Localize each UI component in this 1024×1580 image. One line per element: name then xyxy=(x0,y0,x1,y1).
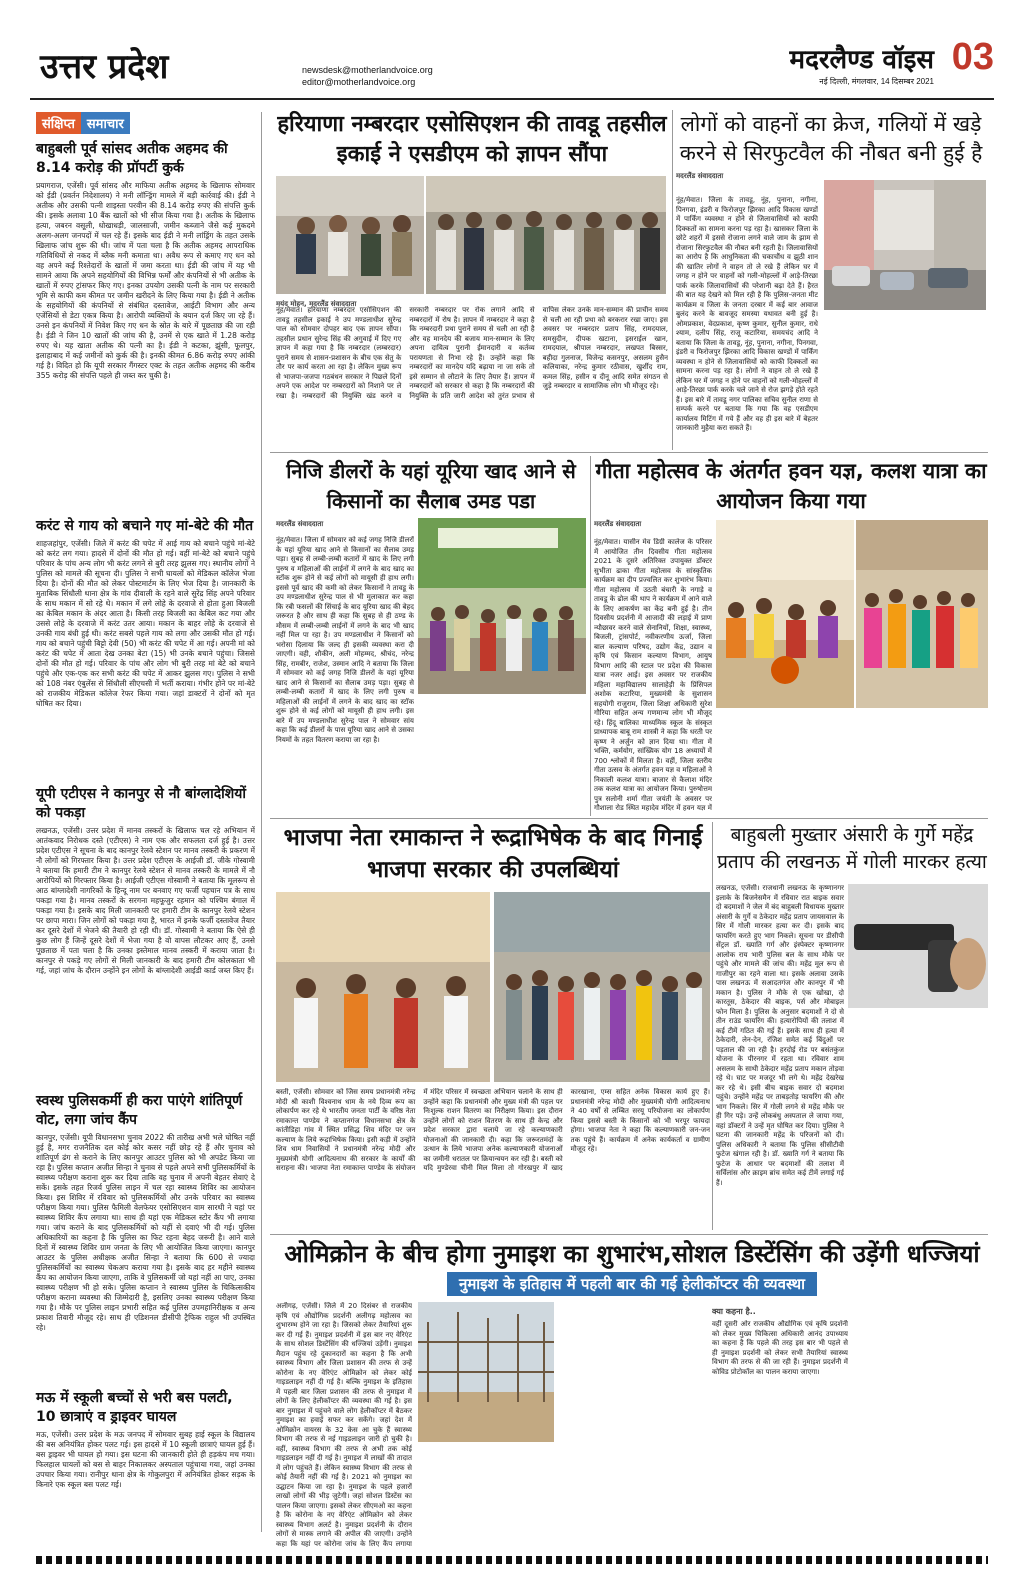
story-body: बस्ती, एजेंसी। सोमवार को जिस समय प्रधानमंत्री नरेन्द्र मोदी श्री काशी विश्वनाथ धाम के नये दिव्य रूप का लोकार्पण कर रहे थे भारतीय जनता पार्टी के वरिष्ठ नेता रमाकान्त पाण्डेय ने कप्तानगंज विधानसभा क्षेत्र के कांतीडिहा गांव में स्थित प्रसिद्ध शिव मंदिर पर जन कल्याण के लिये रूद्राभिषेक किया। इसी कड़ी में उन्होंने शिव धाम निवासियों ने प्रधानमंत्री नरेन्द्र मोदी और मुख्यमंत्री योगी आदित्यनाथ की सरकार के कार्यों की सराहना की। भाजपा नेता रमाकान्त पाण्डेय के संयोजन में मंदिर परिसर में स्वच्छता अभियान चलाने के साथ ही उन्होंने कहा कि प्रधानमंत्री और मुख्य मंत्री की पहल पर निःशुल्क राशन वितरण का निरीक्षण किया। इस दौरान उन्होंने लोगों को राशन वितरण के साथ ही केन्द्र और प्रदेश सरकार द्वारा चलाये जा रहे कल्याणकारी योजनाओं की जानकारी दी। कहा कि जरूरतमंदों के उत्थान के लिये भाजपा अनेक कल्याणकारी योजनाओं का जमीनी धरातल पर क्रियान्वयन कर रही है। बस्ती को यदि मुण्डेरवा चीनी मिल मिला तो गोरखपुर में खाद कारखाना, एम्स सहित अनेक विकास कार्य हुए हैं। प्रधानमंत्री नरेन्द्र मोदी और मुख्यमंत्री योगी आदित्यनाथ ने 40 वर्षों से लम्बित सरयू परियोजना का लोकार्पण किया इससे बस्ती के किसानों को भी भरपूर फायदा होगा। भाजपा नेता ने कहा कि कल्याणकारी जन-जन तक पहुंचे हैं। कार्यक्रम में अनेक कार्यकर्ता व ग्रामीण मौजूद रहे। xyxy=(276,1088,710,1172)
brief-body: प्रयागराज, एजेंसी। पूर्व सांसद और माफिया अतीक अहमद के खिलाफ सोमवार को ईडी (प्रवर्तन निदेशालय) ने मनी लॉन्ड्रिंग मामले में बड़ी कार्रवाई की। ईडी ने अतीक और उसकी पत्नी शाइस्ता परवीन की 8.14 करोड़ रुपए की संपत्ति कुर्क की। इसके अलावा 10 बैंक खातों को भी सीज किया गया है। अतीक के खिलाफ हत्या, जबरन वसूली, धोखाधड़ी, जालसाजी, जमीन कब्जाने जैसे कई मुकदमे अलग-अलग जनपदों में चल रहे हैं। इसके बाद ईडी ने मनी लांड्रिंग के तहत उसके खिलाफ जांच शुरू की थी। जांच में पता चला है कि अतीक अहमद आपराधिक गतिविधियों से नकद में ब्लैक मनी कमाता था। अवैध रूप से कमाए गए धन को वह अपने कई रिश्तेदारों के खातों में जमा करता था। ईडी की जांच में यह भी सामने आया कि अपने सहयोगियों की विभिन्न फर्मों और कंपनियों से भी अतीक के खातों में रुपए ट्रांसफर किए गए। इनका उपयोग उसकी पत्नी के नाम पर सरकारी भूमि से काफी कम कीमत पर जमीन खरीदने के लिए किया गया है। ईडी ने अतीक के सहयोगियों की कंपनियों से संबंधित दस्तावेज, आईटी विभाग और अन्य एजेंसियों से डेटा एकत्र किया है। आरोपी व्यक्तियों के बयान दर्ज किए जा रहे हैं। उनसे इन कंपनियों में निवेश किए गए धन के स्रोत के बारे में पूछताछ की जा रही है। ईडी ने जिन 10 खातों की जांच की है, उनमें से एक खाते में 1.28 करोड़ रुपए थे। यह खाता अतीक की पत्नी का है। ईडी ने कटका, झूंसी, फूलपुर, इलाहाबाद में कई जमीनों को कुर्क की है। इनकी कीमत 6.86 करोड़ रुपए आंकी गई है। विदित हो कि यूपी सरकार गैंगस्टर एक्ट के तहत अतीक अहमद की करीब 355 करोड़ की संपत्ति पहले ही जब्त कर चुकी है। xyxy=(36,181,255,380)
divider xyxy=(270,818,988,819)
print-registration-bar xyxy=(36,1556,988,1564)
brief-headline: करंट से गाय को बचाने गए मां-बेटे की मौत xyxy=(36,518,254,534)
divider xyxy=(672,110,673,450)
byline: मदरलैंड संवाददाता xyxy=(276,520,324,528)
story-body-col5 xyxy=(854,1302,988,1548)
section-title: उत्तर प्रदेश xyxy=(40,47,169,87)
photo-haryana xyxy=(276,176,424,294)
date-line: नई दिल्ली, मंगलवार, 14 दिसम्बर 2021 xyxy=(819,77,934,86)
photo-rudrabhishek xyxy=(276,892,490,1082)
brief-police-camp xyxy=(36,1092,255,1383)
byline: मदरलैंड संवाददाता xyxy=(676,172,724,180)
story-vehicles xyxy=(676,110,986,450)
photo-ration-distribution xyxy=(494,892,710,1082)
story-body: नूंह/मेवात। जिला के तावडू, नूंह, पुनाना, नगीना, पिनगवा, इंडरी व फिरोजपुर झिरका आदि विकास खण्डों में पार्किंग व्यवस्था न होने से जिलावासियों को काफी दिक्कतों का सामना करना पड़ रहा है। खासकर जिला के छोटे शहरों में इससे रोजाना लगने वाले जाम के झाम से रोजाना सिरफुटवैल की नौबत बनी रहती है। जिलावासियों का आरोप है कि आधुनिकता की चकाचौंध व झूठी शान की खातिर लोगों ने वाहन तो ले रखे हैं लेकिन घर में जगह न होने पर वाहनों को गली-मोहल्लों में आड़े-तिरछा पार्क करके जिलावासियों की परेशानी बढ़ा देते हैं। हैरत की बात यह देखने को मिल रही है कि पुलिस-जनता मीट कार्यक्रम व जिला के जनता दरबार में कई बार आवाज बुलंद करने के बावजूद समस्या यथावत बनी हुई है। ओमप्रकाश, वेदप्रकाश, कृष्ण कुमार, सुनील कुमार, राधे श्याम, दलीप सिंह, राजू कटारिया, समयचंद आदि ने बताया कि जिला के तावडू, नूंह, पुनाना, नगीना, पिनगवा, इंडरी व फिरोजपुर झिरका आदि विकास खण्डों में पार्किंग व्यवस्था न होने से जिलावासियों को काफी दिक्कतों का सामना करना पड़ रहा है। लोगों ने वाहन तो ले रखे हैं लेकिन घर में जगह न होने पर वाहनों को गली-मोहल्लों में आड़े-तिरछा पार्क करके चले जाने से रोज झगड़े होते रहते हैं। इस बारे में तावडू नगर पालिका सचिव सुनील राणा से सम्पर्क करने पर बताया कि गया कि वह एसडीएम कार्यालय मिटिंग में गये हैं और वह ही इस बारे में बेहतर जानकारी मुहैया करा सकते हैं। xyxy=(676,196,818,432)
story-body: अलीगढ़, एजेंसी। जिले में 20 दिसंबर से राजकीय कृषि एवं औद्योगिक प्रदर्शनी अलीगढ़ महोत्सव का शुभारम्भ होने जा रहा है। जिसको लेकर तैयारियां शुरू कर दी गई हैं। नुमाइश प्रदर्शनी में इस बार नए वेरिएंट के साथ सोशल डिस्टेंसिंग की धज्जियां उड़ेंगी। नुमाइश मैदान पहुंच रहे दुकानदारों का कहना है कि अभी स्वास्थ्य विभाग और जिला प्रशासन की तरफ से उन्हें कोरोना के नए वेरिएंट ओमिक्रोन को लेकर कोई गाइडलाइन नहीं दी गई है। बल्कि नुमाइश के इतिहास में पहली बार जिला प्रशासन की तरफ से नुमाइश में लोगों के लिए हेलीकॉप्टर की व्यवस्था की गई है। इस बार नुमाइश में पहुंचने वाले लोग हेलीकॉप्टर में बैठकर नुमाइश का हवाई सफर कर सकेंगे। जहां देश में ओमिक्रोन वायरस के 32 केस आ चुके हैं स्वास्थ्य विभाग की तरफ से नई गाइडलाइन जारी हो चुकी है। वहीं, स्वास्थ्य विभाग की तरफ से अभी तक कोई गाइडलाइन नहीं दी गई है। नुमाइश में लाखों की तादात में लोग पहुंचते हैं। लेकिन स्वास्थ्य विभाग की तरफ से कोई तैयारी नहीं की गई है। 2021 को नुमाइश का उद्घाटन किया जा रहा है। नुमाइश के पहले हजारों लाखों लोगों की भीड़ जुटेगी। जहां सोशल डिस्टेंस का पालन किया जाएगा। इसको लेकर सीएमओ का कहना है कि कोरोना के नए वेरिएंट ओमिक्रोन को लेकर स्वास्थ्य विभाग अलर्ट है। नुमाइश प्रदर्शनी के दौरान लोगों से मास्क लगाने की अपील की जाएगी। उन्होंने कहा कि यहां पर कोरोना जांच के लिए कैंप लगाया xyxy=(276,1302,412,1548)
briefs-column xyxy=(36,112,262,1532)
story-omicron-banner xyxy=(276,1238,988,1296)
brief-body: मऊ, एजेंसी। उत्तर प्रदेश के मऊ जनपद में सोमवार सुबह हाई स्कूल के विद्यालय की बस अनियंत्रित होकर पलट गई। इस हादसे में 10 स्कूली छात्राएं घायल हुई हैं। बस ड्राइवर भी घायल हो गया। इस घटना की जानकारी होते ही हड़कंप मच गया। फिलहाल घायलों को बस से बाहर निकालकर अस्पताल पहुंचाया गया, जहां उनका उपचार किया गया। रानीपुर थाना क्षेत्र के गोकुलपुरा में अनियंत्रित होकर सड़क के किनारे एक स्कूल बस पलट गई। xyxy=(36,1430,255,1489)
photo-image xyxy=(824,180,986,310)
story-body: नूंह/मेवात। जिला में सोमवार को कई जगह निजि डीलरों के यहां यूरिया खाद आने से किसानों का सैलाब उमड़ पड़ा। सुबह से लम्बी-लम्बी कतारों में खाद के लिए लगी पुरुष व महिलाओं की लाईनों में लगने के बाद खाद का स्टॉक शुरू होने से कई लोगों को मायूसी ही हाथ लगी। इससे पूर्व खाद की कमी को लेकर किसानों ने तावडू के उप मण्डलाधीश सुरेन्द्र पाल से भी मुलाकात कर कहा कि रबी फसलों की सिंचाई के बाद यूरिया खाद की बेहद जरूरत है और साथ ही कहा कि सुबह से ही ठण्ड के मौसम में लम्बी-लम्बी लाईनों में लगने के बाद भी खाद नहीं मिल पा रहा है। उप मण्डलाधीश ने किसानों को भरोसा दिलाया कि जल्द ही इसकी व्यवस्था करा दी जाएगी। वही, शौकीन, अली मोहम्मद, श्रीचंद, नरेन्द्र सिंह, रामबीर, राजेश, उस्मान आदि ने बताया कि जिला में सोमवार को कई जगह निजि डीलरों के यहां यूरिया खाद आने से किसानों का सैलाब उमड़ पड़ा। सुबह से लम्बी-लम्बी कतारों में खाद के लिए लगी पुरुष व महिलाओं की लाईनों में लगने के बाद खाद का स्टॉक शुरू होने से कई लोगों को मायूसी ही हाथ लगी। इस बारे में उप मण्डलाधीश सुरेन्द्र पाल ने सोमवार सांय कहा कि कई डीलरों के पास यूरिया खाद आने से उसका नियमों के तहत वितरण कराया जा रहा है। xyxy=(276,536,414,744)
divider xyxy=(590,456,591,816)
story-mukhtar xyxy=(716,822,988,1230)
story-body: नूंह/मेवात। यासीन मेव डिग्री कालेज के परिसर में आयोजित तीन दिवसीय गीता महोत्सव 2021 के दूसरे अतिरिक्त उपायुक्त डॉक्टर सुभीता ढाका गीता महोत्सव के सांस्कृतिक कार्यक्रम का दीप प्रज्वलित कर शुभारंभ किया। गीता महोत्सव में उठती बंचारी के नगाड़े व तावडू के ढोल की थाप ने कार्यक्रम में आने वाले के लिए आकर्षण का केंद्र बनी हुई है। तीन दिवसीय प्रदर्शनी में आजादी की लड़ाई में प्राण न्यौछावर करने वाले सेनानियों, शिक्षा, स्वास्थ्य, बिजली, ट्रांसपोर्ट, नवीकरणीय ऊर्जा, जिला बाल कल्याण परिषद, उद्योग केंद्र, उद्यान व कृषि एवं किसान कल्याण विभाग, आयुष विभाग आदि की स्टाल पर प्रदेश की विकास यात्रा नजर आई। इस अवसर पर राजकीय महिला महाविद्यालय सालाहेड़ी के प्रिंसिपल अशोक कटारिया, मुख्यमंत्री के सुशासन सहयोगी राजुराम, जिला शिक्षा अधिकारी सुरेश गौरिया सहित अन्य गणमान्य लोग भी मौजूद रहे। हिंदू बालिका माध्यमिक स्कूल के संस्कृत प्राध्यापक बाबू राम शास्त्री ने कहा कि धरती पर कृष्ण ने अर्जुन को ज्ञान दिया था। गीता में भक्ति, कर्मयोग, सांख्यिक योग 18 अध्यायों में 700 श्लोकों में मिलता है। वहीं, जिला स्तरीय गीता उत्सव के अंतर्गत हवन यज्ञ व महिलाओं ने निकाली कलश यात्रा। बाजार से कैलाश मंदिर तक कलश यात्रा का आयोजन किया। पुरुषोत्तम पुत्र सलोनी शर्मा गीता जयंती के अवसर पर गौशाला रोड स्थित महादेव मंदिर में हवन यज्ञ में xyxy=(594,538,712,812)
story-body-col3 xyxy=(560,1302,706,1548)
headline: हरियाणा नम्बरदार एसोसिएशन की तावडू तहसील इकाई ने एसडीएम को ज्ञापन सौंपा xyxy=(277,112,667,167)
brief-headline: स्वस्थ पुलिसकर्मी ही करा पाएंगे शांतिपूर्ण वोट, लगा जांच कैंप xyxy=(36,1093,243,1128)
photo-image xyxy=(856,520,988,708)
photo-image xyxy=(276,176,424,294)
divider xyxy=(712,822,713,1230)
brief-bus xyxy=(36,1389,255,1520)
photo-image xyxy=(494,892,710,1082)
brief-headline: बाहुबली पूर्व सांसद अतीक अहमद की 8.14 करोड़ की प्रॉपर्टी कुर्क xyxy=(36,141,228,176)
box-body: वहीं दूसरी ओर राजकीय औद्योगिक एवं कृषि प्रदर्शनी को लेकर मुख्य चिकित्सा अधिकारी आनंद उपाध्याय का कहना है कि पहले की तरह इस बार भी पहले से ही नुमाइश प्रदर्शनी को लेकर सभी तैयारियां स्वास्थ्य विभाग की तरफ से की जा रही हैं। नुमाइश प्रदर्शनी में कोविड प्रोटोकॉल का पालन कराया जाएगा। xyxy=(712,1320,848,1376)
photo-image xyxy=(418,518,586,694)
brief-headline: यूपी एटीएस ने कानपुर से नौ बांग्लादेशियों को पकड़ा xyxy=(36,786,247,821)
newsdesk-email[interactable]: newsdesk@motherlandvoice.org xyxy=(302,65,433,75)
brief-body: लखनऊ, एजेंसी। उत्तर प्रदेश में मानव तस्करों के खिलाफ चल रहे अभियान में आतंकवाद निरोधक दस्ते (एटीएस) ने नाम एक और सफलता दर्ज हुई है। उत्तर प्रदेश एटीएस ने सूचना के बाद कानपुर रेलवे स्टेशन पर मानव तस्करी के प्रकरण में नौ लोगों को गिरफ्तार किया है। उत्तर प्रदेश एटीएस के आईजी डॉ. जीके गोस्वामी ने बताया कि हमारी टीम ने कानपुर रेलवे स्टेशन से मानव तस्करी के मामले में नौ आरोपियों को गिरफ्तार किया है। आईजी एटीएस गोस्वामी ने बताया कि मूलरूप से आठ बांग्लादेशी नागरिकों के हिन्दू नाम पर बनवाए गए फर्जी पहचान पत्र के साथ पकड़ा गया है। मानव तस्करों के सरगना महफूजुर रहमान को पश्चिम बंगाल में पकड़ा गया है। इसके बाद मिली जानकारी पर हमारी टीम के कानपुर रेलवे स्टेशन पर छापा मारा। जिन लोगों को पकड़ा गया है, भारत में इनके फर्जी दस्तावेज तैयार कर दूसरे देशों में भेजने की तैयारी हो रही थी। डॉ. गोस्वामी ने बताया कि ऐसे ही कुछ लोग हैं जिन्हें दूसरे देशों में भेजा गया है वो वापस लौटकर आए हैं, उनसे पूछताछ में पता चला है कि उनका इस्तेमाल मानव तस्करी में कराया जाता है। कानपुर से पकड़े गए लोगों से मिली जानकारी के बाद हमारी टीम कोलकाता भी गई, जहां जांच के दौरान उन्होंने इन लोगों के बांग्लादेशी आईडी कार्ड जब्त किए हैं। xyxy=(36,826,255,975)
photo-image xyxy=(848,884,988,1008)
photo-urea-queue xyxy=(418,518,586,694)
photo-haryana-group xyxy=(426,176,666,294)
photo-image xyxy=(426,176,666,294)
story-gita xyxy=(594,456,988,816)
divider xyxy=(270,452,988,453)
photo-caption: मयंद मोहन, मदरलैंड संवाददाता xyxy=(276,300,357,308)
brief-atiq xyxy=(36,140,255,511)
briefs-tag-b: समाचार xyxy=(81,112,130,134)
editor-email[interactable]: editor@motherlandvoice.org xyxy=(302,77,416,87)
story-body-continued xyxy=(716,712,988,812)
page-number: 03 xyxy=(951,36,994,78)
briefs-tag-a: संक्षिप्त xyxy=(36,112,81,134)
headline: ओमिक्रोन के बीच होगा नुमाइश का शुभारंभ,सोशल डिस्टेंसिंग की उड़ेंगी धज्जियां xyxy=(284,1240,980,1268)
subheadline: नुमाइश के इतिहास में पहली बार की गई हेलीकॉप्टर की व्यवस्था xyxy=(447,1272,817,1296)
photo-kalash-yatra xyxy=(856,520,988,708)
brief-current xyxy=(36,517,255,779)
photo-image xyxy=(276,892,490,1082)
photo-image xyxy=(418,1302,554,1442)
divider xyxy=(270,1234,988,1235)
story-body-continued xyxy=(418,698,586,812)
brief-headline: मऊ में स्कूली बच्चों से भरी बस पलटी, 10 छात्राएं व ड्राइवर घायल xyxy=(36,1390,233,1425)
box-heading: क्या कहना है.. xyxy=(712,1307,756,1316)
story-body-continued xyxy=(418,1446,554,1548)
story-haryana xyxy=(276,110,668,450)
brief-body: कानपुर, एजेंसी। यूपी विधानसभा चुनाव 2022 की तारीख अभी भले घोषित नहीं हुई है, मगर राजनैतिक दल कोई कोर कसर नहीं छोड़ रहे हैं और चुनाव को शांतिपूर्ण ढंग से कराने के लिए कानपुर आउटर पुलिस को भी अपडेट किया जा रहा है। पुलिस कप्तान अजीत सिन्हा ने चुनाव से पहले अपने सभी पुलिसकर्मियों के स्वास्थ्य परीक्षण कराना शुरू कर दिया ताकि वह चुनाव में अपनी बेहतर सेवाएं दे सकें। इसके तहत रिजर्व पुलिस लाइन में चल रहा स्वास्थ्य शिविर का आयोजन किया। इस शिविर में रविवार को पुलिसकर्मियों और उनके परिवार का स्वास्थ्य परीक्षण किया गया। पुलिस फैमिली वेलफेयर एसोसिएशन वाम सारथी ने यहां पर स्वास्थ्य शिविर कैंप लगाया था। साथ ही यहां एक मेडिकल स्टोर कैंप भी लगाया गया। जांच कराने के बाद पुलिसकर्मियों को यहीं से दवाएं भी दी गई। पुलिस अधिकारियों का कहना है कि पुलिस का फिट रहना बेहद जरूरी है। आने वाले दिनों में स्वास्थ्य शिविर ग्राम जनता के लिए भी आयोजित किया जाएगा। कानपुर आउटर के पुलिस अधीक्षक अजीत सिन्हा ने बताया कि 600 से ज्यादा पुलिसकर्मियों का स्वास्थ्य चेकअप कराया गया है। इसके बाद हर महीने स्वास्थ्य कैंप का आयोजन किया जाएगा, ताकि वे पुलिसकर्मी जो यहां नहीं आ पाए, उनका स्वास्थ्य परीक्षण भी हो सके। पुलिस कप्तान ने स्वास्थ्य पुलिस के चिकित्सकीय परीक्षण कराना व्यवस्था की जिम्मेदारी है, इसलिए उनका स्वास्थ्य परीक्षण किया गया है। मौके पर पुलिस लाइन प्रभारी सहित कई पुलिस उपमहानिरीक्षक व अन्य प्रकाश तिवारी मौजूद रहे। साथ ही एडिशनल डीसीपी ट्रैफिक राहुल भी उपस्थित रहे। xyxy=(36,1133,255,1332)
story-urea xyxy=(276,456,586,816)
headline: गीता महोत्सव के अंतर्गत हवन यज्ञ, कलश यात्रा का आयोजन किया गया xyxy=(595,459,987,513)
photo-image xyxy=(716,520,854,708)
brief-ats xyxy=(36,785,255,1086)
photo-havan xyxy=(716,520,854,708)
story-omicron-box xyxy=(712,1302,848,1548)
story-body-continued xyxy=(826,316,986,446)
photo-numaish-ground xyxy=(418,1302,554,1442)
masthead xyxy=(30,36,994,100)
headline: बाहुबली मुख्तार अंसारी के गुर्गे महेंद्र प्रताप की लखनऊ में गोली मारकर हत्या xyxy=(717,824,987,873)
story-body: लखनऊ, एजेंसी। राजधानी लखनऊ के कृष्णानगर इलाके के बिजनेसमैन में रविवार रात बाइक सवार दो बदमाशों ने जेल में बंद बाहुबली विधायक मुख्तार अंसारी के गुर्गे व ठेकेदार महेंद्र प्रताप जायसवाल के सिर में गोली मारकर हत्या कर दी। इसके बाद फायरिंग करते हुए भाग निकले। सूचना पर डीसीपी सेंट्रल डॉ. ख्याति गर्ग और इंस्पेक्टर कृष्णानगर आलोक राय भारी पुलिस बल के साथ मौके पर पहुंचे और मामले की जांच की। महेंद्र मूल रूप से गाजीपुर का रहने वाला था। इसके अलावा उसके पास लखनऊ में सआदतगंज और कानपुर में भी मकान है। पुलिस ने मौके से एक खोखा, दो कारतूस, ठेकेदार की बाइक, पर्स और मोबाइल फोन मिला है। पुलिस के अनुसार बदमाशों ने दो से तीन राउंड फायरिंग की। हत्यारोपियों की तलाश में कई टीमें गठित की गई हैं। इसके साथ ही हत्या में ठेकेदारी, लेन-देन, रंजिश समेत कई बिंदुओं पर पड़ताल की जा रही है। हरदोई रोड पर बसंतकुंज योजना के पीरनगर में रहता था। रविवार शाम असलम के साथी ठेकेदार महेंद्र प्रताप मकान तोड़वा रहे थे। घाट पर मजदूर भी लगे थे। महेंद्र देखरेख कर रहे थे। इसी बीच बाइक सवार दो बदमाश पहुंचे। उन्होंने महेंद्र पर ताबड़तोड़ फायरिंग की और भाग निकले। सिर में गोली लगने से महेंद्र मौके पर ही गिर पड़े। उन्हें लोकबंधु अस्पताल ले जाया गया, वहां डॉक्टरों ने उन्हें मृत घोषित कर दिया। पुलिस ने घटना की जानकारी महेंद्र के परिजनों को दी। पुलिस अधिकारी ने बताया कि पुलिस सीसीटीवी फुटेज खंगाल रही है। डॉ. ख्याति गर्ग ने बताया कि फुटेज के आधार पर बदमाशों की तलाश में सर्विलांस और क्राइम ब्रांच समेत कई टीमें लगाई गई हैं। xyxy=(716,884,844,1187)
byline: मदरलैंड संवाददाता xyxy=(594,520,642,528)
story-body-continued xyxy=(848,1014,988,1226)
paper-name: मदरलैण्ड वॉइस xyxy=(789,45,934,75)
headline: लोगों को वाहनों का क्रेज, गलियों में खड़े करने से सिरफुटवैल की नौबत बनी हुई है xyxy=(679,112,983,165)
story-body: नूंह/मेवात। हरियाणा नम्बरदार एसोसिएशन की तावडू तहसील इकाई ने उप मण्डलाधीश सुरेन्द्र पाल को सोमवार दोपहर बाद एक ज्ञापन सौंपा। तहसील प्रधान सुरेन्द्र सिंह की अगुवाई में दिए गए ज्ञापन में कहा गया है कि नम्बरदार (लम्बरदार) पुराने समय से शासन-प्रशासन के बीच एक सेतु के तौर पर कार्य करता आ रहा है। लेकिन मुख्य रूप से भाजपा-जजपा गठबंधन सरकार ने पिछले दिनों अपने एक आदेश पर नम्बरदारों को निशाने पर ले रखा है। नम्बरदारों की नियुक्ति खंड करने व सरकारी नम्बरदार पर रोक लगाने आदि से नम्बरदारों में रोष है। ज्ञापन में नम्बरदार ने कहा है कि नम्बरदारी प्रथा पुराने समय से चली आ रही है और वह मानदेय की बजाय मान-सम्मान के लिए अपना दायित्व पुरानी ईमानदारी व कर्तव्य परायणता से निभा रहे हैं। उन्होंने कहा कि नम्बरदारों का मानदेय यदि बढ़ाया ना जा सके तो इसे सम्मान से लौटाने के लिए तैयार हैं। ज्ञापन में नम्बरदारों को सरकार से कहा है कि नम्बरदारों की नियुक्ति के प्रति जारी आदेश को तुरंत प्रभाव से वापिस लेकर उनके मान-सम्मान की प्राचीन समय से चली आ रही प्रथा को बरकरार रखा जाए। इस अवसर पर नम्बरदार प्रताप सिंह, रामदयाल, समसुदीन, दीपक खटाना, इसराईल खान, रामदयाल, श्रीपाल नम्बरदार, लखपत बिस्सर, बहीदा गुलनाज, विजेन्द्र कसनपुर, असलम हुसैन कलियाका, नरेन्द्र कुमार रठीवास, खुर्शीद राम, कमल सिंह, हसीन व दीनू आदि समेत संगठन से जुड़े नम्बरदार व सामाजिक लोग भी मौजूद रहे। xyxy=(276,306,668,400)
headline: भाजपा नेता रमाकान्त ने रूद्राभिषेक के बाद गिनाई भाजपा सरकार की उपलब्धियां xyxy=(283,825,703,883)
story-omicron xyxy=(276,1302,988,1552)
photo-gun xyxy=(848,884,988,1008)
photo-street-cars xyxy=(824,180,986,310)
briefs-tag xyxy=(36,112,255,134)
brief-body: शाहजहांपुर, एजेंसी। जिले में करंट की चपेट में आई गाय को बचाने पहुंचे मां-बेटे को करंट लग गया। हादसे में दोनों की मौत हो गई। वहीं मां-बेटे को बचाने पहुंचे परिवार के पांच अन्य लोग भी करंट लगने से बुरी तरह झुलस गए। स्थानीय लोगों ने पुलिस को मामले की सूचना दी। पुलिस ने सभी घायलों को मेडिकल कॉलेज भेजा दिया है। दोनों की मौत को लेकर पोस्टमार्टम के लिए भेज दिया है। जानकारी के मुताबिक सिंधौली थाना क्षेत्र के गांव दीवाली के रहने वाले सुरेंद्र सिंह अपने परिवार के साथ मकान में सो रहे थे। मकान में लगे लोहे के दरवाजे से होता हुआ बिजली का केबिल मकान के अंदर आता है। किसी तरह बिजली का केबिल कट गया और उससे लोहे के दरवाजे में करंट उतर आया। मकान के बाहर लोहे के दरवाजे से उनकी गाय बंधी हुई थी। करंट सबसे पहले गाय को लगा और उसकी मौत हो गई। गाय को बचाने पहुंची बिट्टो देवी (50) भी करंट की चपेट में आ गई। अपनी मां को करंट की चपेट में आता देख उनका बेटा (15) भी उनके बचाने पहुंचा। जिससे दोनों की मौत हो गई। परिवार के पांच और लोग भी बुरी तरह मां बेटे को बचाने पहुंचे और एक-एक कर सभी करंट की चपेट में आकर झुलस गए। पुलिस ने सभी को 108 नंबर एंबुलेंस से सिंधौली सीएचसी में भर्ती कराया। गंभीर होने पर मां-बेटे को राजकीय मेडिकल कॉलेज रेफर किया गया। जहां डाक्टरों ने दोनों को मृत घोषित कर दिया। xyxy=(36,539,255,708)
headline: निजि डीलरों के यहां यूरिया खाद आने से किसानों का सैलाब उमड पडा xyxy=(286,459,576,513)
story-bjp xyxy=(276,822,710,1230)
contact-emails xyxy=(302,64,433,88)
